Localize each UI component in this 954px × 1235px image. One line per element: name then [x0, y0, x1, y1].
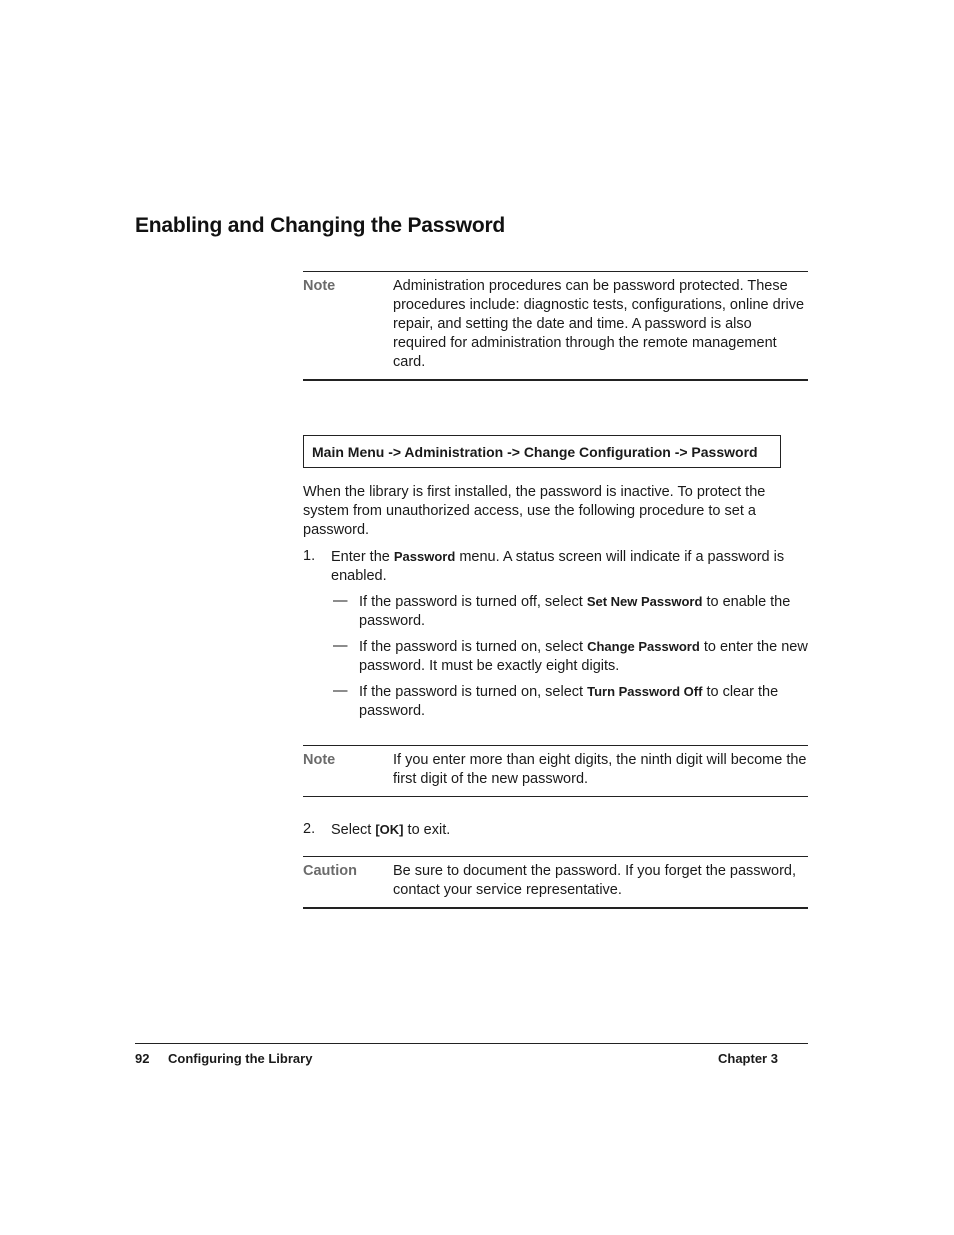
caution-label: Caution	[303, 863, 357, 879]
dash-marker: —	[333, 593, 348, 609]
dash-marker: —	[333, 638, 348, 654]
bullet-text-post: to clear the password.	[359, 684, 779, 719]
bullet-text-post: to enter the new password. It must be exactly eight digits.	[359, 639, 808, 674]
step-1-text-pre: Enter the	[331, 549, 394, 565]
page-footer	[135, 1043, 808, 1066]
step-2-text-pre: Select	[331, 822, 376, 838]
step-2-text-post: to exit.	[403, 822, 451, 838]
intro-paragraph	[303, 483, 808, 540]
bullet-turn-password-off	[303, 682, 808, 721]
ui-label-ok: [OK]	[375, 822, 404, 837]
step-1-text-post: menu. A status screen will indicate if a password is enabled.	[331, 549, 785, 584]
ui-label-set-new-password: Set New Password	[586, 594, 703, 609]
footer-chapter: Chapter 3	[718, 1051, 778, 1066]
note-box-2	[303, 745, 808, 797]
ui-label-turn-password-off: Turn Password Off	[587, 684, 703, 699]
ui-label-change-password: Change Password	[587, 639, 700, 654]
intro-text: When the library is first installed, the password is inactive. To protect the system from unauthorized access, use the following procedure to set a password.	[303, 484, 766, 538]
bullet-text-pre: If the password is turned on, select	[359, 639, 588, 655]
step-1	[303, 547, 808, 586]
ui-label-password: Password	[393, 549, 456, 564]
bullet-text-post: to enable the password.	[359, 594, 791, 629]
step-2	[303, 820, 808, 840]
page-number: 92	[135, 1051, 150, 1066]
bullet-change-password	[303, 637, 808, 676]
caution-box	[303, 856, 808, 909]
note-text: Administration procedures can be password protected. These procedures include: diagnostic tests, configurations, online drive repair, and setting the date and time. A password is also required for administration through the remote management card.	[393, 278, 805, 370]
dash-marker: —	[333, 683, 348, 699]
bullet-text-pre: If the password is turned off, select	[359, 594, 587, 610]
note-text: If you enter more than eight digits, the ninth digit will become the first digit of the new password.	[393, 752, 807, 787]
menu-path-box	[303, 435, 781, 468]
page-heading: Enabling and Changing the Password	[135, 214, 506, 237]
note-box	[303, 271, 808, 381]
note-label: Note	[303, 752, 336, 768]
menu-path-text: Main Menu -> Administration -> Change Configuration -> Password	[312, 443, 758, 460]
bullet-text-pre: If the password is turned on, select	[359, 684, 588, 700]
step-1-number: 1.	[303, 548, 316, 564]
footer-chapter-title: Configuring the Library	[168, 1051, 313, 1066]
bullet-set-new-password	[303, 592, 808, 631]
step-2-number: 2.	[303, 821, 316, 837]
caution-text: Be sure to document the password. If you forget the password, contact your service representative.	[393, 863, 796, 898]
note-label: Note	[303, 278, 336, 294]
